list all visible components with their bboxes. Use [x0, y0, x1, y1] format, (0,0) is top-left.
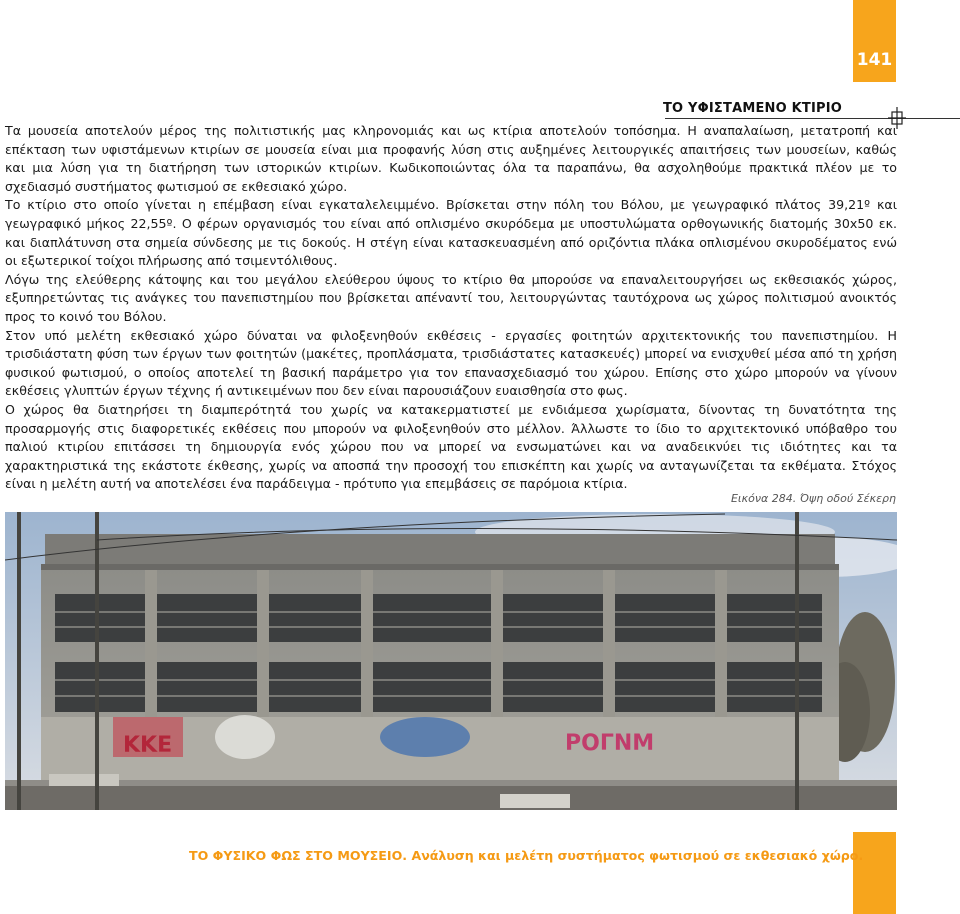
building-photo — [5, 512, 897, 810]
header-rule — [665, 118, 960, 119]
section-title: ΤΟ ΥΦΙΣΤΑΜΕΝΟ ΚΤΙΡΙΟ — [662, 101, 842, 116]
paragraph: Λόγω της ελεύθερης κάτοψης και του μεγάλου ελεύθερου ύψους το κτίριο θα μπορούσε να επαναλειτουργήσει ως εκθεσιακός χώρος, εξυπηρετώντας τις ανάγκες του πανεπιστημίου που βρίσκεται απέναντί του, λειτουργώντας ταυτόχρονα ως χώρος πολιτισμού ανοικτός προς το κοινό του Βόλου. — [5, 271, 897, 324]
paragraph: Το κτίριο στο οποίο γίνεται η επέμβαση είναι εγκαταλελειμμένο. Βρίσκεται στην πόλη του Βόλου, με γεωγραφικό πλάτος 39,21º και γεωγραφικό μήκος 22,55º. Ο φέρων οργανισμός του είναι από οπλισμένο σκυρόδεμα με υποστυλώματα ορθογωνικής διατομής 30x50 εκ. και διαπλάτυνση στα σημεία σύνδεσης με τις δοκούς. Η στέγη είναι κατασκευασμένη από οριζόντια πλάκα οπλισμένου σκυροδέματος ενώ οι εξωτερικοί τοίχοι πλήρωσης από τσιμεντόλιθους. — [5, 197, 897, 269]
paragraph: Τα μουσεία αποτελούν μέρος της πολιτιστικής μας κληρονομιάς και ως κτίρια αποτελούν τοπόσημα. Η αναπαλαίωση, μετατροπή και επέκταση των υφιστάμενων κτιρίων σε μουσεία είναι μια προφανής λύση στις αυξημένες λειτουργικές απαιτήσεις των μουσείων, καθώς και μια λύση για τη διατήρηση των ιστορικών κτιρίων. Κωδικοποιώντας όλα τα παραπάνω, θα ασχοληθούμε πρακτικά πλέον με το σχεδιασμό συστήματος φωτισμού σε εκθεσιακό χώρο. — [5, 123, 897, 194]
paragraph: Στον υπό μελέτη εκθεσιακό χώρο δύναται να φιλοξενηθούν εκθέσεις - εργασίες φοιτητών αρχιτεκτονικής του πανεπιστημίου. Η τρισδιάστατη φύση των έργων των φοιτητών (μακέτες, προπλάσματα, τρισδιάστατες κατασκευές) μπορεί να ενισχυθεί μέσα από τη χρήση φυσικού φωτισμού, ο οποίος αποτελεί τη βασική παράμετρο για τον επανασχεδιασμό του χώρου. Επίσης στο χώρο μπορούν να γίνουν εκθέσεις γλυπτών έργων τέχνης ή αντικειμένων που δεν είναι παρουσιάζουν ευαισθησία στο φως. — [5, 327, 897, 399]
body-text — [5, 122, 897, 494]
footer-tab — [853, 832, 896, 914]
building-illustration — [5, 512, 897, 810]
graffiti-kke: ΚΚΕ — [123, 733, 173, 758]
figure-caption: Εικόνα 284. Όψη οδού Σέκερη — [730, 492, 896, 505]
paragraph: Ο χώρος θα διατηρήσει τη διαμπερότητά του χωρίς να κατακερματιστεί με ενδιάμεσα χωρίσματα, δίνοντας τη δυνατότητα της προσαρμογής στις διαφορετικές εκθέσεις που μπορούν να φιλοξενηθούν στο μέλλον. Άλλωστε το ίδιο το αρχιτεκτονικό υπόβαθρο του παλιού κτιρίου επιτάσσει τη δημιουργία ενός χώρου που να μπορεί να ενσωματώνει και να αναδεικνύει τις ιδιότητες και τα χαρακτηριστικά της εκάστοτε έκθεσης, χωρίς να αποσπά την προσοχή του επισκέπτη και χωρίς να ανταγωνίζεται τα εκθέματα. Στόχος είναι η μελέτη αυτή να αποτελέσει ένα παράδειγμα - πρότυπο για επεμβάσεις σε παρόμοια κτίρια. — [5, 401, 897, 492]
graffiti-rogmn: ΡΟΓΝΜ — [565, 731, 655, 756]
footer-title: ΤΟ ΦΥΣΙΚΟ ΦΩΣ ΣΤΟ ΜΟΥΣΕΙΟ. Ανάλυση και μελέτη συστήματος φωτισμού σε εκθεσιακό χώρο. — [189, 848, 864, 863]
page-number: 141 — [856, 50, 893, 70]
